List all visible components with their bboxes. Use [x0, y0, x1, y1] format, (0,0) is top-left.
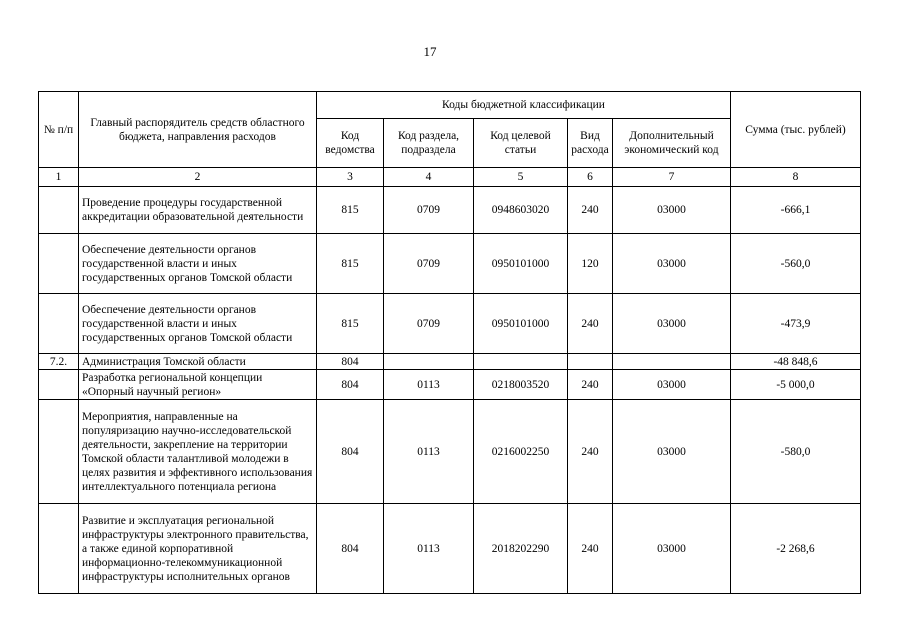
row-cs: 0950101000 [474, 294, 568, 354]
row-cs: 0950101000 [474, 234, 568, 294]
budget-table [38, 91, 861, 594]
column-number: 4 [384, 168, 474, 187]
row-vid [568, 354, 613, 370]
row-sum: -2 268,6 [731, 504, 861, 594]
table-row [39, 370, 861, 400]
row-name: Проведение процедуры государственной аккредитации образовательной деятельности [79, 187, 317, 234]
row-dop: 03000 [613, 504, 731, 594]
row-dop [613, 354, 731, 370]
row-num [39, 370, 79, 400]
row-ved: 804 [317, 370, 384, 400]
column-numbers-row [39, 168, 861, 187]
header-ved: Код ведомства [317, 119, 384, 168]
row-cs: 0218003520 [474, 370, 568, 400]
row-razdel: 0113 [384, 370, 474, 400]
header-cs: Код целевой статьи [474, 119, 568, 168]
column-number: 8 [731, 168, 861, 187]
row-dop: 03000 [613, 187, 731, 234]
row-vid: 240 [568, 370, 613, 400]
row-num [39, 234, 79, 294]
row-ved: 815 [317, 234, 384, 294]
row-dop: 03000 [613, 370, 731, 400]
row-ved: 804 [317, 354, 384, 370]
table-row [39, 400, 861, 504]
table-row [39, 294, 861, 354]
row-ved: 815 [317, 187, 384, 234]
column-number: 5 [474, 168, 568, 187]
row-razdel: 0113 [384, 400, 474, 504]
column-number: 1 [39, 168, 79, 187]
row-sum: -473,9 [731, 294, 861, 354]
row-num [39, 294, 79, 354]
page-number: 17 [423, 44, 437, 59]
row-razdel: 0709 [384, 294, 474, 354]
table-row [39, 504, 861, 594]
row-ved: 804 [317, 400, 384, 504]
column-number: 3 [317, 168, 384, 187]
row-ved: 804 [317, 504, 384, 594]
header-razdel: Код раздела, подраздела [384, 119, 474, 168]
row-ved: 815 [317, 294, 384, 354]
row-sum: -5 000,0 [731, 370, 861, 400]
row-cs: 0948603020 [474, 187, 568, 234]
header-codes-group: Коды бюджетной классификации [317, 92, 731, 119]
header-dop: Дополнительный экономический код [613, 119, 731, 168]
row-razdel: 0709 [384, 187, 474, 234]
row-dop: 03000 [613, 294, 731, 354]
row-dop: 03000 [613, 400, 731, 504]
row-num [39, 187, 79, 234]
row-num [39, 504, 79, 594]
table-row-section [39, 354, 861, 370]
row-dop: 03000 [613, 234, 731, 294]
row-name: Администрация Томской области [79, 354, 317, 370]
table-row [39, 234, 861, 294]
row-sum: -48 848,6 [731, 354, 861, 370]
row-vid: 240 [568, 294, 613, 354]
header-row-top [39, 92, 861, 119]
row-cs: 2018202290 [474, 504, 568, 594]
header-name: Главный распорядитель средств областного бюджета, направления расходов [79, 92, 317, 168]
row-num: 7.2. [39, 354, 79, 370]
column-number: 6 [568, 168, 613, 187]
row-razdel: 0709 [384, 234, 474, 294]
column-number: 7 [613, 168, 731, 187]
row-name: Мероприятия, направленные на популяризацию научно-исследовательской деятельности, закрепление на территории Томской области талантливой молодежи в целях развития и эффективного использования интеллектуального потенциала региона [79, 400, 317, 504]
row-cs [474, 354, 568, 370]
header-vid: Вид расхода [568, 119, 613, 168]
table-row [39, 187, 861, 234]
row-name: Обеспечение деятельности органов государственной власти и иных государственных органов Томской области [79, 294, 317, 354]
row-vid: 240 [568, 400, 613, 504]
row-sum: -666,1 [731, 187, 861, 234]
row-cs: 0216002250 [474, 400, 568, 504]
row-vid: 240 [568, 504, 613, 594]
row-vid: 240 [568, 187, 613, 234]
row-razdel [384, 354, 474, 370]
row-sum: -580,0 [731, 400, 861, 504]
row-name: Обеспечение деятельности органов государственной власти и иных государственных органов Томской области [79, 234, 317, 294]
column-number: 2 [79, 168, 317, 187]
row-sum: -560,0 [731, 234, 861, 294]
row-name: Развитие и эксплуатация региональной инфраструктуры электронного правительства, а также единой корпоративной информационно-телекоммуникационной инфраструктуры исполнительных органов [79, 504, 317, 594]
row-razdel: 0113 [384, 504, 474, 594]
header-num: № п/п [39, 92, 79, 168]
row-name: Разработка региональной концепции «Опорный научный регион» [79, 370, 317, 400]
header-sum: Сумма (тыс. рублей) [731, 92, 861, 168]
row-num [39, 400, 79, 504]
row-vid: 120 [568, 234, 613, 294]
